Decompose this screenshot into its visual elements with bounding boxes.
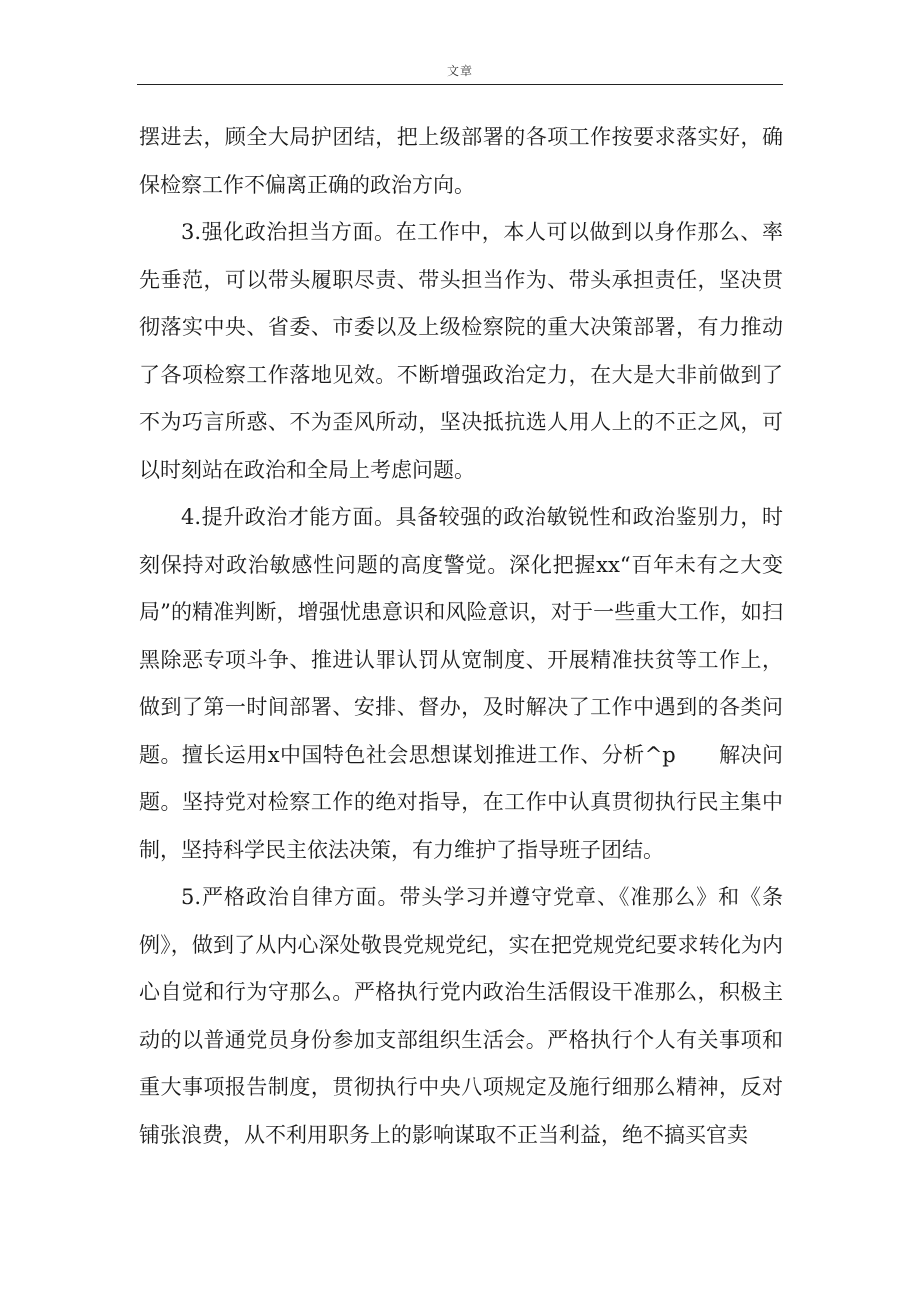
paragraph-1: 摆进去，顾全大局护团结，把上级部署的各项工作按要求落实好，确保检察工作不偏离正确的政治方向。	[139, 125, 783, 197]
paragraph-3: 4.提升政治才能方面。具备较强的政治敏锐性和政治鉴别力，时刻保持对政治敏感性问题的高度警觉。深化把握xx“百年未有之大变局”的精准判断，增强忧患意识和风险意识，对于一些重大工作，如扫黑除恶专项斗争、推进认罪认罚从宽制度、开展精准扶贫等工作上，做到了第一时间部署、安排、督办，及时解决了工作中遇到的各类问题。擅长运用x中国特色社会思想谋划推进工作、分析^p 解决问题。坚持党对检察工作的绝对指导，在工作中认真贯彻执行民主集中制，坚持科学民主依法决策，有力维护了指导班子团结。	[139, 505, 783, 862]
document-body	[139, 114, 783, 1159]
header-divider	[137, 84, 783, 85]
page-header-title: 文章	[446, 64, 473, 78]
paragraph-4: 5.严格政治自律方面。带头学习并遵守党章、《准那么》和《条例》，做到了从内心深处敬畏党规党纪，实在把党规党纪要求转化为内心自觉和行为守那么。严格执行党内政治生活假设干准那么，积极主动的以普通党员身份参加支部组织生活会。严格执行个人有关事项和重大事项报告制度，贯彻执行中央八项规定及施行细那么精神，反对铺张浪费，从不利用职务上的影响谋取不正当利益，绝不搞买官卖	[139, 885, 783, 1147]
paragraph-2: 3.强化政治担当方面。在工作中，本人可以做到以身作那么、率先垂范，可以带头履职尽责、带头担当作为、带头承担责任，坚决贯彻落实中央、省委、市委以及上级检察院的重大决策部署，有力推动了各项检察工作落地见效。不断增强政治定力，在大是大非前做到了不为巧言所惑、不为歪风所动，坚决抵抗选人用人上的不正之风，可以时刻站在政治和全局上考虑问题。	[139, 220, 783, 482]
